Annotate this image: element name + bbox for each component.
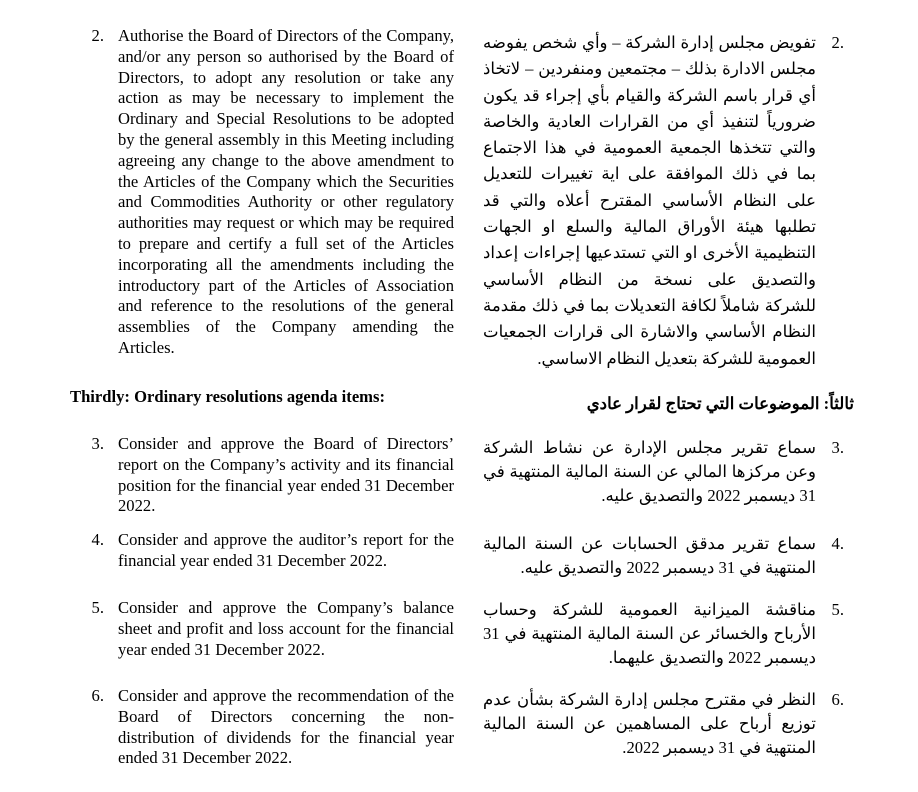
ar-item-3-number: .3 <box>831 438 844 457</box>
ar-item-2-number: .2 <box>831 33 844 52</box>
en-item-5-number: 5. <box>91 598 104 617</box>
ar-item-6-number: .6 <box>831 690 844 709</box>
ar-item-2-text: تفويض مجلس إدارة الشركة – وأي شخص يفوضه مجلس الادارة بذلك – مجتمعين ومنفردين – لاتخاذ أي قرار باسم الشركة والقيام بأي إجراء قد يكون ضرورياً لتنفيذ أي من القرارات العادية والخاصة والتي تتخذها الجمعية العمومية في هذا الاجتماع بما في ذلك الموافقة على اية تغييرات للتعديل على النظام الأساسي المقترح أعلاه والتي قد تطلبها هيئة الأوراق المالية والسلع او الجهات التنظيمية الأخرى او التي تستدعيها إجراءات إعداد والتصديق على نسخة من النظام الأساسي للشركة شاملاً لكافة التعديلات بما في ذلك مقدمة النظام الأساسي والاشارة الى قرارات الجمعيات العمومية للشركة بتعديل النظام الاساسي. <box>483 33 816 368</box>
ar-item-4-number: .4 <box>831 534 844 553</box>
en-item-3-number: 3. <box>91 434 104 453</box>
ar-item-3-text: سماع تقرير مجلس الإدارة عن نشاط الشركة وعن مركزها المالي عن السنة المالية المنتهية في 31 ديسمبر 2022 والتصديق عليه. <box>483 438 816 505</box>
en-item-5-text: Consider and approve the Company’s balance sheet and profit and loss account for the financial year ended 31 December 2022. <box>118 598 454 659</box>
en-item-4-number: 4. <box>91 530 104 549</box>
en-item-3-text: Consider and approve the Board of Directors’ report on the Company’s activity and its financial position for the financial year ended 31 December 2022. <box>118 434 454 516</box>
ar-item-5-number: .5 <box>831 600 844 619</box>
en-item-2-number: 2. <box>91 26 104 45</box>
en-section-heading: Thirdly: Ordinary resolutions agenda items: <box>70 387 385 406</box>
ar-item-6-text: النظر في مقترح مجلس إدارة الشركة بشأن عدم توزيع أرباح على المساهمين عن السنة المالية المنتهية في 31 ديسمبر 2022. <box>483 690 816 757</box>
en-item-2-text: Authorise the Board of Directors of the Company, and/or any person so authorised by the Board of Directors, to adopt any resolution or take any action as may be necessary to implement the Ordinary and Special Resolutions to be adopted by the general assembly in this Meeting including agreeing any change to the above amendment to the Articles of the Company which the Securities and Commodities Authority or other regulatory authorities may request or which may be required to prepare and certify a full set of the Articles incorporating all the amendments including the introductory part of the Articles of Association and reference to the resolutions of the general assemblies of the Company amending the Articles. <box>118 26 454 357</box>
ar-item-5-text: مناقشة الميزانية العمومية للشركة وحساب الأرباح والخسائر عن السنة المالية المنتهية في 31 ديسمبر 2022 والتصديق عليهما. <box>483 600 816 667</box>
ar-item-4-text: سماع تقرير مدقق الحسابات عن السنة المالية المنتهية في 31 ديسمبر 2022 والتصديق عليه. <box>483 534 816 577</box>
en-item-4-text: Consider and approve the auditor’s report for the financial year ended 31 December 2022. <box>118 530 454 570</box>
en-item-6-number: 6. <box>91 686 104 705</box>
ar-section-heading: ثالثاً: الموضوعات التي تحتاج لقرار عادي <box>586 394 854 413</box>
en-item-6-text: Consider and approve the recommendation of the Board of Directors concerning the non-distribution of dividends for the financial year ended 31 December 2022. <box>118 686 454 768</box>
